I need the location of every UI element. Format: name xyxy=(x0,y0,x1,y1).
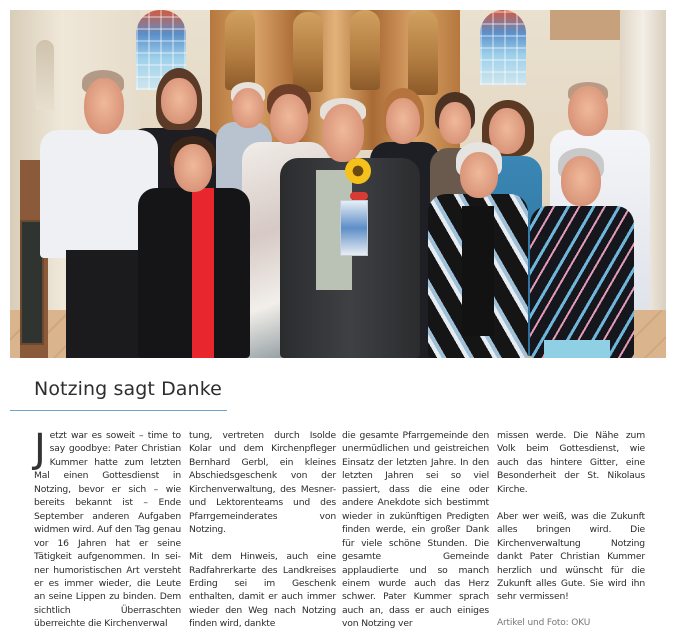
article-column-3 xyxy=(342,429,489,631)
article-column-2 xyxy=(189,429,336,631)
article-photo xyxy=(10,10,666,358)
gift-bag xyxy=(340,200,368,256)
article-paragraph: Mit dem Hinweis, auch eine Radfahrerkarte des Landkreises Erding sei im Geschenk enthalten, damit er auch immer wieder den Weg nach Notzing finden wird, dankte xyxy=(189,551,336,630)
red-ribbon xyxy=(350,192,368,200)
altar-statue xyxy=(293,12,323,92)
article-paragraph: Jetzt war es soweit – time to say goodbye: Pater Christian Kummer hatte zum letzten Mal einen Gottesdienst in Notzing, bevor er sich – wie bereits bekannt ist – Ende September anderen Aufgaben widmen wird. Auf den Tag genau vor 16 Jahren hat er seine Tätigkeit aufgenommen. In seiner humoristischen Art versteht er es immer wieder, die Leute an seine Lippen zu binden. Dem sichtlich Überraschten überreichte die Kirchenverwal xyxy=(34,426,181,630)
photo-credit: Artikel und Foto: OKU xyxy=(497,618,591,629)
altar-statue xyxy=(225,10,255,90)
sunflower xyxy=(345,158,371,184)
article-paragraph: tung, vertreten durch Isolde Kolar und dem Kirchenpfleger Bernhard Gerbl, ein kleines Abschiedsgeschenk von der Kirchenverwaltung, des Mesner- und Lektorenteams und des Pfarrgemeinderates von Notzing. xyxy=(189,430,336,536)
article-paragraph: Aber wer weiß, was die Zukunft alles bringen wird. Die Kirchenverwaltung Notzing dankt Pater Christian Kummer herzlich und wünscht für die Zukunft alles Gute. Sie wird ihn sehr vermissen! xyxy=(497,510,645,603)
drop-cap: J xyxy=(34,426,46,472)
altar-statue xyxy=(408,10,438,95)
article-column-4 xyxy=(497,429,645,631)
altar-statue xyxy=(350,10,380,90)
article-paragraph: die gesamte Pfarrgemeinde den unermüdlichen und geistreichen Einsatz der letzten Jahre. In den letzten Jahren sei so viel passiert, dass die eine oder andere Anekdote sich bestimmt wieder in zukünftigen Predigten finden werde, ein großer Dank für viele schöne Stunden. Die gesamte Gemeinde applaudierte und so manch einem wurde auch das Herz schwer. Pater Kummer sprach auch an, dass er auch einiges von Notzing ver xyxy=(342,430,489,630)
article-column-1 xyxy=(34,426,181,631)
article-paragraph: missen werde. Die Nähe zum Volk beim Gottesdienst, wie auch das hintere Gitter, eine Besonderheit der St. Nikolaus Kirche. xyxy=(497,430,645,495)
stained-glass-window-right xyxy=(480,10,526,85)
wall-niche xyxy=(36,40,54,110)
article-title: Notzing sagt Danke xyxy=(34,378,222,400)
title-underline xyxy=(10,410,227,411)
